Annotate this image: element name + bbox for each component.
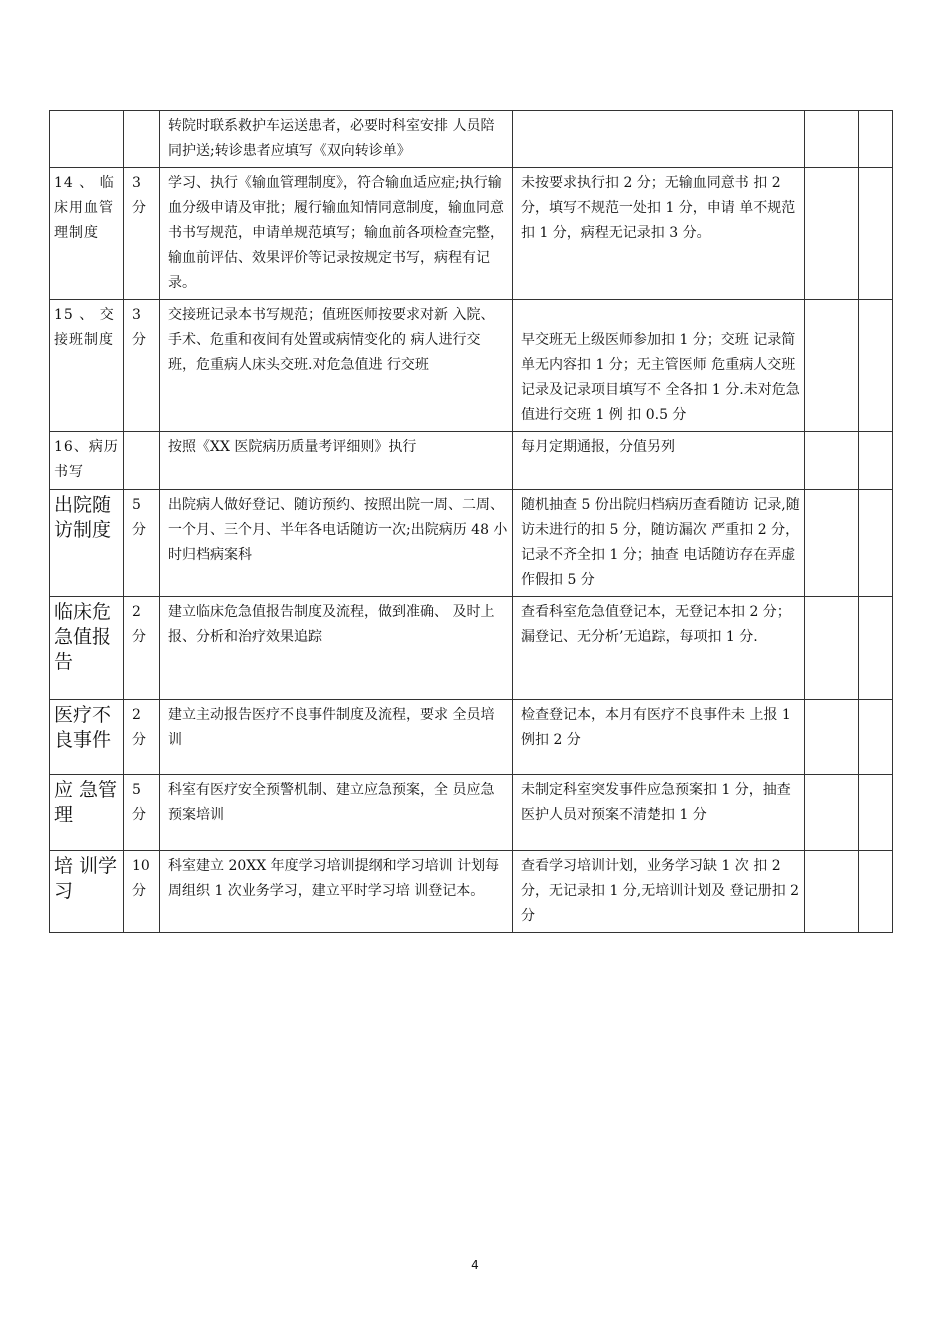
standard-cell: 按照《XX 医院病历质量考评细则》执行	[160, 432, 513, 490]
table-row	[50, 490, 893, 597]
empty-cell	[805, 168, 859, 300]
score-cell: 5 分	[124, 775, 160, 851]
table-row	[50, 432, 893, 490]
empty-cell	[859, 300, 893, 432]
deduction-cell: 早交班无上级医师参加扣 1 分；交班 记录简单无内容扣 1 分；无主管医师 危重病人交班记录及记录项目填写不 全各扣 1 分.未对危急值进行交班 1 例 扣 0.5 分	[513, 300, 805, 432]
empty-cell	[859, 851, 893, 933]
table-row	[50, 168, 893, 300]
standard-cell: 建立主动报告医疗不良事件制度及流程，要求 全员培训	[160, 700, 513, 775]
item-cell	[50, 111, 124, 168]
table-row	[50, 775, 893, 851]
empty-cell	[805, 300, 859, 432]
assessment-table	[49, 110, 893, 933]
score-cell: 2 分	[124, 700, 160, 775]
table-row	[50, 700, 893, 775]
empty-cell	[805, 775, 859, 851]
page-number: 4	[471, 1258, 479, 1272]
standard-cell: 科室有医疗安全预警机制、建立应急预案，全 员应急预案培训	[160, 775, 513, 851]
item-cell: 临床危急值报告	[50, 597, 124, 700]
table-row	[50, 597, 893, 700]
standard-cell: 转院时联系救护车运送患者，必要时科室安排 人员陪同护送;转诊患者应填写《双向转诊单》	[160, 111, 513, 168]
deduction-cell: 未按要求执行扣 2 分；无输血同意书 扣 2 分，填写不规范一处扣 1 分，申请 单不规范扣 1 分，病程无记录扣 3 分。	[513, 168, 805, 300]
item-cell: 16、病历书写	[50, 432, 124, 490]
score-cell: 3 分	[124, 300, 160, 432]
deduction-cell: 查看学习培训计划，业务学习缺 1 次 扣 2 分，无记录扣 1 分,无培训计划及 登记册扣 2 分	[513, 851, 805, 933]
score-cell	[124, 111, 160, 168]
score-cell	[124, 432, 160, 490]
empty-cell	[805, 597, 859, 700]
deduction-cell	[513, 111, 805, 168]
standard-cell: 交接班记录本书写规范；值班医师按要求对新 入院、手术、危重和夜间有处置或病情变化的 病人进行交班，危重病人床头交班.对危急值进 行交班	[160, 300, 513, 432]
item-cell: 医疗不良事件	[50, 700, 124, 775]
item-cell: 15 、 交 接班制度	[50, 300, 124, 432]
empty-cell	[859, 490, 893, 597]
empty-cell	[805, 432, 859, 490]
table-row	[50, 111, 893, 168]
standard-cell: 学习、执行《输血管理制度》，符合输血适应症;执行输血分级申请及审批；履行输血知情同意制度，输血同意书书写规范，申请单规范填写；输血前各项检查完整，输血前评估、效果评价等记录按规定书写，病程有记录。	[160, 168, 513, 300]
deduction-cell: 查看科室危急值登记本，无登记本扣 2 分；漏登记、无分析’无追踪，每项扣 1 分.	[513, 597, 805, 700]
standard-cell: 建立临床危急值报告制度及流程，做到准确、 及时上报、分析和治疗效果追踪	[160, 597, 513, 700]
deduction-cell: 随机抽查 5 份出院归档病历查看随访 记录,随访未进行的扣 5 分，随访漏次 严重扣 2 分，记录不齐全扣 1 分；抽查 电话随访存在弄虚作假扣 5 分	[513, 490, 805, 597]
standard-cell: 出院病人做好登记、随访预约、按照出院一周、二周、一个月、三个月、半年各电话随访一次;出院病历 48 小时归档病案科	[160, 490, 513, 597]
empty-cell	[859, 168, 893, 300]
item-cell: 培 训学习	[50, 851, 124, 933]
standard-cell: 科室建立 20XX 年度学习培训提纲和学习培训 计划每周组织 1 次业务学习，建立平时学习培 训登记本。	[160, 851, 513, 933]
score-cell: 10 分	[124, 851, 160, 933]
empty-cell	[805, 111, 859, 168]
item-cell: 出院随访制度	[50, 490, 124, 597]
empty-cell	[859, 111, 893, 168]
deduction-cell: 未制定科室突发事件应急预案扣 1 分，抽查医护人员对预案不清楚扣 1 分	[513, 775, 805, 851]
empty-cell	[805, 490, 859, 597]
item-cell: 14 、 临 床用血管理制度	[50, 168, 124, 300]
empty-cell	[859, 700, 893, 775]
score-cell: 3 分	[124, 168, 160, 300]
score-cell: 2 分	[124, 597, 160, 700]
empty-cell	[805, 700, 859, 775]
empty-cell	[805, 851, 859, 933]
table-row	[50, 851, 893, 933]
empty-cell	[859, 432, 893, 490]
empty-cell	[859, 597, 893, 700]
empty-cell	[859, 775, 893, 851]
deduction-cell: 每月定期通报，分值另列	[513, 432, 805, 490]
table-row	[50, 300, 893, 432]
item-cell: 应 急管理	[50, 775, 124, 851]
score-cell: 5 分	[124, 490, 160, 597]
deduction-cell: 检查登记本，本月有医疗不良事件未 上报 1 例扣 2 分	[513, 700, 805, 775]
